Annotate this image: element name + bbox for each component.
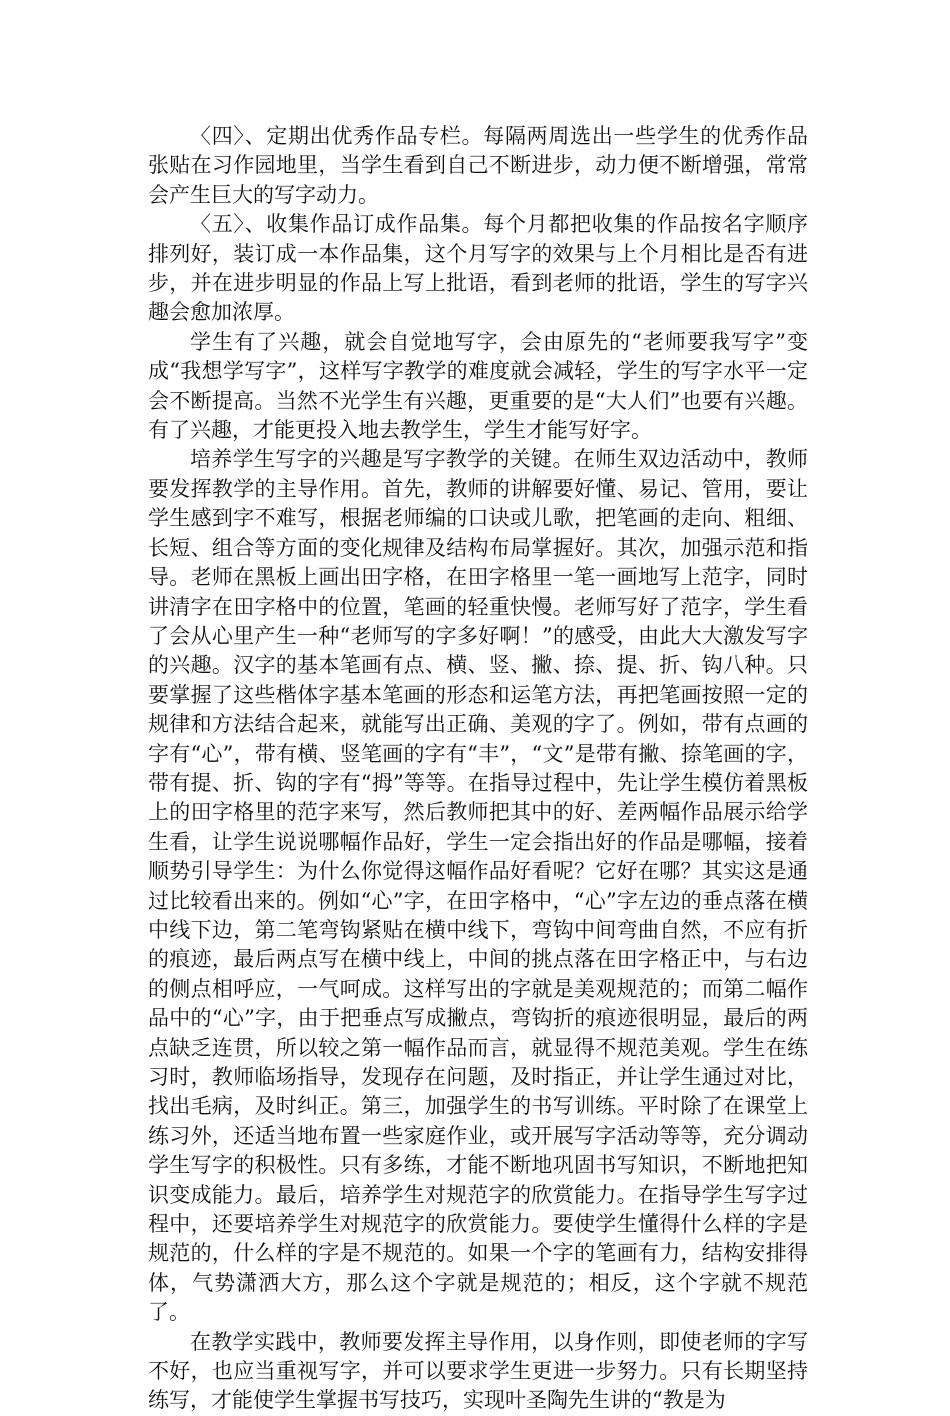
paragraph-interest: 学生有了兴趣，就会自觉地写字，会由原先的“老师要我写字”变成“我想学写字”，这样写字教学的难度就会减轻，学生的写字水平一定会不断提高。当然不光学生有兴趣，更重要的是“大人们”也要有兴趣。有了兴趣，才能更投入地去教学生，学生才能写好字。	[148, 329, 808, 443]
paragraph-teaching-key: 培养学生写字的兴趣是写字教学的关键。在师生双边活动中，教师要发挥教学的主导作用。首先，教师的讲解要好懂、易记、管用，要让学生感到字不难写，根据老师编的口诀或儿歌，把笔画的走向、粗细、长短、组合等方面的变化规律及结构布局掌握好。其次，加强示范和指导。老师在黑板上画出田字格，在田字格里一笔一画地写上范字，同时讲清字在田字格中的位置，笔画的轻重快慢。老师写好了范字，学生看了会从心里产生一种“老师写的字多好啊！”的感受，由此大大激发写字的兴趣。汉字的基本笔画有点、横、竖、撇、捺、提、折、钩八种。只要掌握了这些楷体字基本笔画的形态和运笔方法，再把笔画按照一定的规律和方法结合起来，就能写出正确、美观的字了。例如，带有点画的字有“心”，带有横、竖笔画的字有“丰”，“文”是带有撇、捺笔画的字，带有提、折、钩的字有“拇”等等。在指导过程中，先让学生模仿着黑板上的田字格里的范字来写，然后教师把其中的好、差两幅作品展示给学生看，让学生说说哪幅作品好，学生一定会指出好的作品是哪幅，接着顺势引导学生：为什么你觉得这幅作品好看呢？它好在哪？其实这是通过比较看出来的。例如“心”字，在田字格中，“心”字左边的垂点落在横中线下边，第二笔弯钩紧贴在横中线下，弯钩中间弯曲自然，不应有折的痕迹，最后两点写在横中线上，中间的挑点落在田字格正中，与右边的侧点相呼应，一气呵成。这样写出的字就是美观规范的；而第二幅作品中的“心”字，由于把垂点写成撇点，弯钩折的痕迹很明显，最后的两点缺乏连贯，所以较之第一幅作品而言，就显得不规范美观。学生在练习时，教师临场指导，发现存在问题，及时指正，并让学生通过对比，找出毛病，及时纠正。第三，加强学生的书写训练。平时除了在课堂上练习外，还适当地布置一些家庭作业，或开展写字活动等等，充分调动学生写字的积极性。只有多练，才能不断地巩固书写知识，不断地把知识变成能力。最后，培养学生对规范字的欣赏能力。在指导学生写字过程中，还要培养学生对规范字的欣赏能力。要使学生懂得什么样的字是规范的，什么样的字是不规范的。如果一个字的笔画有力，结构安排得体，气势潇洒大方，那么这个字就是规范的；相反，这个字就不规范了。	[148, 447, 808, 1325]
paragraph-section-four: 〈四〉、定期出优秀作品专栏。每隔两周选出一些学生的优秀作品张贴在习作园地里，当学生看到自己不断进步，动力便不断增强，常常会产生巨大的写字动力。	[148, 124, 808, 207]
document-body	[148, 122, 808, 1416]
paragraph-practice: 在教学实践中，教师要发挥主导作用，以身作则，即使老师的字写不好，也应当重视写字，并可以要求学生更进一步努力。只有长期坚持练写，才能使学生掌握书写技巧，实现叶圣陶先生讲的“教是为	[148, 1329, 808, 1413]
paragraph-section-five: 〈五〉、收集作品订成作品集。每个月都把收集的作品按名字顺序排列好，装订成一本作品集，这个月写字的效果与上个月相比是否有进步，并在进步明显的作品上写上批语，看到老师的批语，学生的写字兴趣会愈加浓厚。	[148, 212, 808, 325]
